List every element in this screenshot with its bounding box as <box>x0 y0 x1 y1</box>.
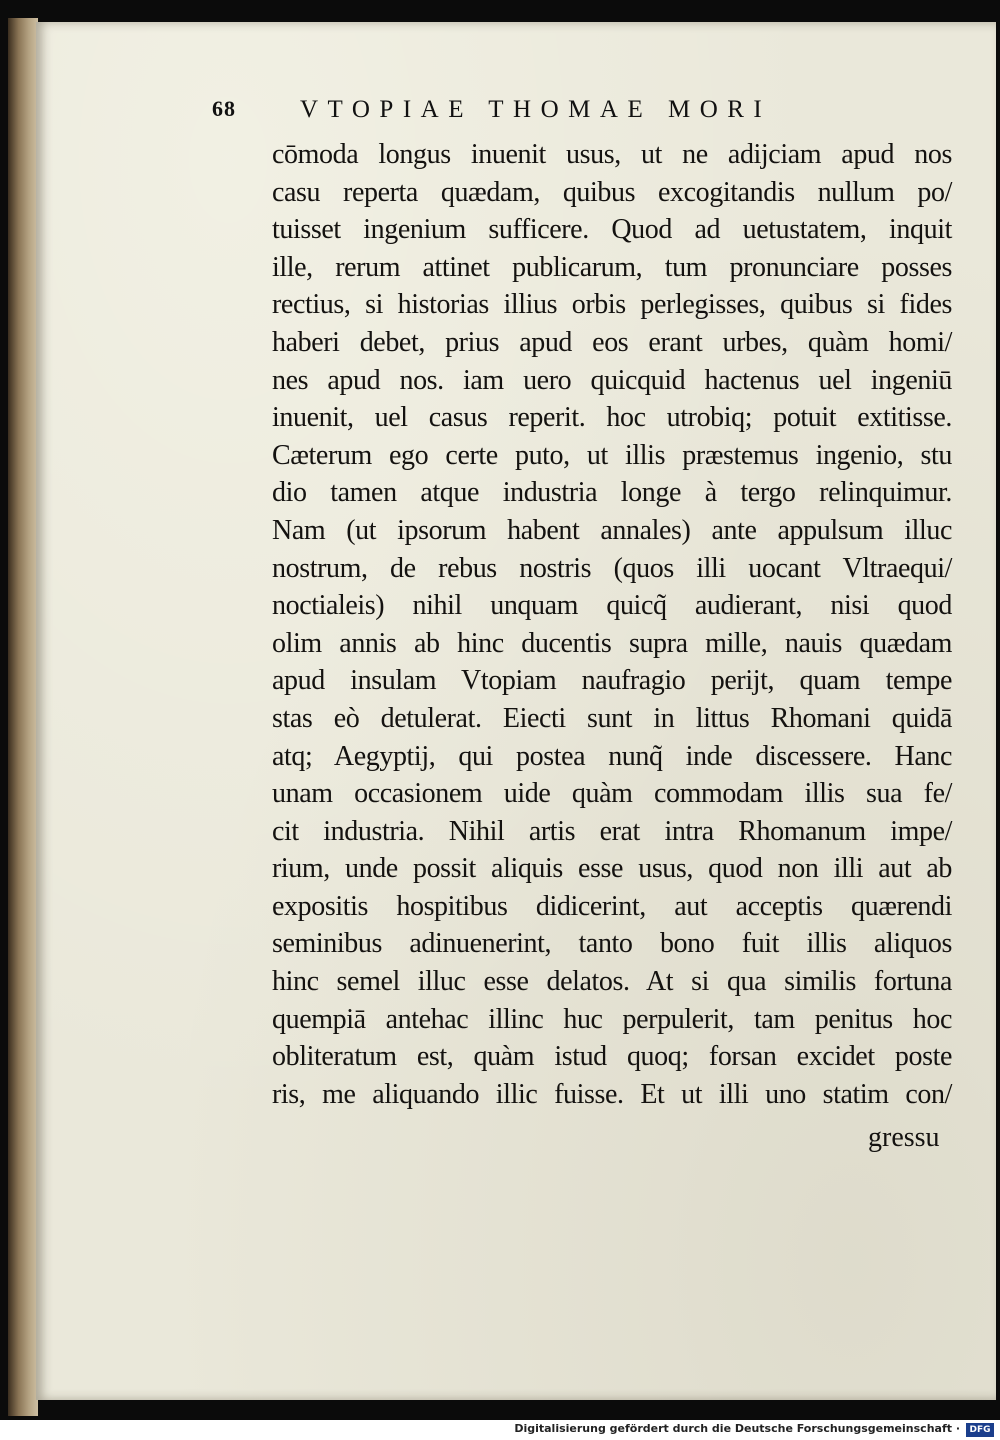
running-head: VTOPIAE THOMAE MORI <box>300 96 772 123</box>
text-line: obliteratum est, quàm istud quoq; forsan excidet poste <box>272 1041 952 1073</box>
text-line: rectius, si historias illius orbis perlegisses, quibus si fides <box>272 289 952 321</box>
digitization-footer <box>0 1420 1000 1440</box>
text-line: dio tamen atque industria longe à tergo relinquimur. <box>272 477 952 509</box>
text-line: apud insulam Vtopiam naufragio perijt, quam tempe <box>272 665 952 697</box>
text-line: ris, me aliquando illic fuisse. Et ut illi uno statim con/ <box>272 1078 952 1110</box>
text-line: hinc semel illuc esse delatos. At si qua similis fortuna <box>272 966 952 998</box>
text-line: noctialeis) nihil unquam quicq̃ audierant, nisi quod <box>272 590 952 622</box>
text-line: cōmoda longus inuenit usus, ut ne adijciam apud nos <box>272 139 952 170</box>
text-line: casu reperta quædam, quibus excogitandis nullum po/ <box>272 176 952 208</box>
text-line: olim annis ab hinc ducentis supra mille, nauis quædam <box>272 627 952 659</box>
text-line: quempiā antehac illinc huc perpulerit, tam penitus hoc <box>272 1003 952 1035</box>
text-line: nes apud nos. iam uero quicquid hactenus uel ingeniū <box>272 364 952 396</box>
dfg-logo: DFG <box>966 1423 994 1437</box>
text-line: cit industria. Nihil artis erat intra Rhomanum impe/ <box>272 815 952 847</box>
funding-credit: Digitalisierung gefördert durch die Deutsche Forschungsgemeinschaft · <box>514 1422 960 1435</box>
text-line: Nam (ut ipsorum habent annales) ante appulsum illuc <box>272 514 952 546</box>
catchword: gressu <box>868 1122 940 1153</box>
text-line: Cæterum ego certe puto, ut illis præstemus ingenio, stu <box>272 439 952 471</box>
text-line: expositis hospitibus didicerint, aut acceptis quærendi <box>272 890 952 922</box>
page-header <box>212 96 952 136</box>
text-line: seminibus adinuenerint, tanto bono fuit illis aliquos <box>272 928 952 960</box>
text-line: haberi debet, prius apud eos erant urbes, quàm homi/ <box>272 326 952 358</box>
text-line: inuenit, uel casus reperit. hoc utrobiq; potuit extitisse. <box>272 402 952 434</box>
text-line: nostrum, de rebus nostris (quos illi uocant Vltraequi/ <box>272 552 952 584</box>
text-line: tuisset ingenium sufficere. Quod ad uetustatem, inquit <box>272 214 952 246</box>
body-text <box>272 136 952 1113</box>
text-line: stas eò detulerat. Eiecti sunt in littus Rhomani quidā <box>272 702 952 734</box>
text-line: ille, rerum attinet publicarum, tum pronunciare posses <box>272 251 952 283</box>
page-number: 68 <box>212 96 236 121</box>
book-binding-edge <box>8 18 38 1416</box>
text-line: rium, unde possit aliquis esse usus, quod non illi aut ab <box>272 853 952 885</box>
text-line: unam occasionem uide quàm commodam illis sua fe/ <box>272 778 952 810</box>
text-line: atq; Aegyptij, qui postea nunq̃ inde discessere. Hanc <box>272 740 952 772</box>
